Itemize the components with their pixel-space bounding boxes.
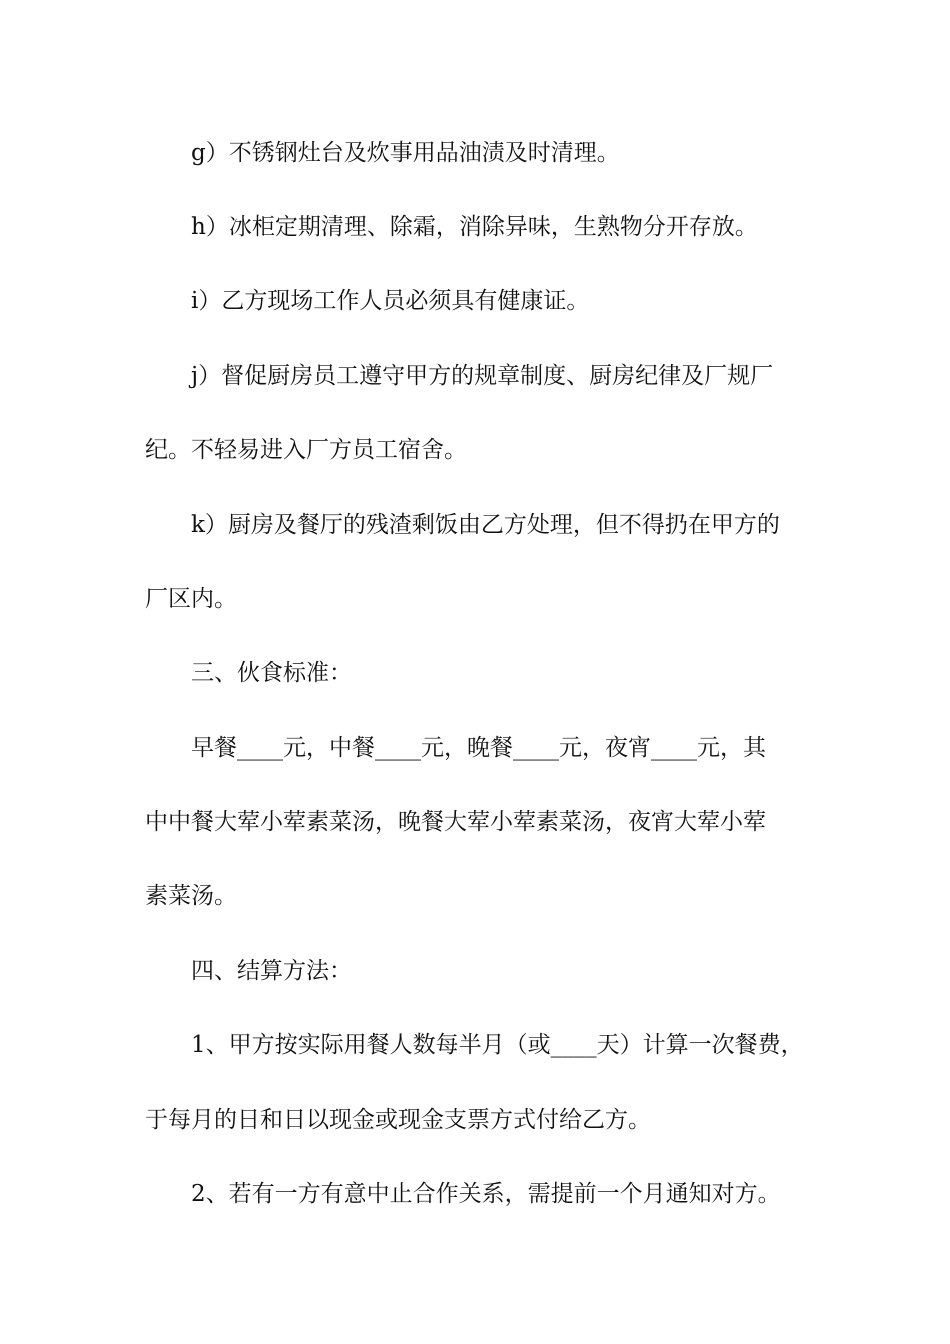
paragraph-line-meal-prices: 早餐____元，中餐____元，晚餐____元，夜宵____元，其	[191, 735, 766, 761]
paragraph-line-k: k）厨房及餐厅的残渣剩饭由乙方处理，但不得扔在甲方的	[191, 512, 780, 538]
paragraph-line-j: j）督促厨房员工遵守甲方的规章制度、厨房纪律及厂规厂	[191, 363, 774, 389]
paragraph-line-settlement-1: 1、甲方按实际用餐人数每半月（或____天）计算一次餐费，	[191, 1032, 804, 1058]
section-heading-meal-standard: 三、伙食标准：	[191, 660, 352, 686]
paragraph-line-k-cont: 厂区内。	[145, 586, 237, 612]
paragraph-line-j-cont: 纪。不轻易进入厂方员工宿舍。	[145, 437, 467, 463]
paragraph-line-h: h）冰柜定期清理、除霜，消除异味，生熟物分开存放。	[191, 214, 758, 240]
section-heading-settlement: 四、结算方法：	[191, 958, 352, 984]
paragraph-line-i: i）乙方现场工作人员必须具有健康证。	[191, 288, 590, 314]
paragraph-line-meal-details: 中中餐大荤小荤素菜汤，晚餐大荤小荤素菜汤，夜宵大荤小荤	[145, 809, 766, 835]
paragraph-line-g: g）不锈钢灶台及炊事用品油渍及时清理。	[191, 140, 620, 166]
paragraph-line-meal-details-cont: 素菜汤。	[145, 883, 237, 909]
paragraph-line-settlement-1-cont: 于每月的日和日以现金或现金支票方式付给乙方。	[145, 1107, 651, 1133]
paragraph-line-settlement-2: 2、若有一方有意中止合作关系，需提前一个月通知对方。	[191, 1181, 781, 1207]
